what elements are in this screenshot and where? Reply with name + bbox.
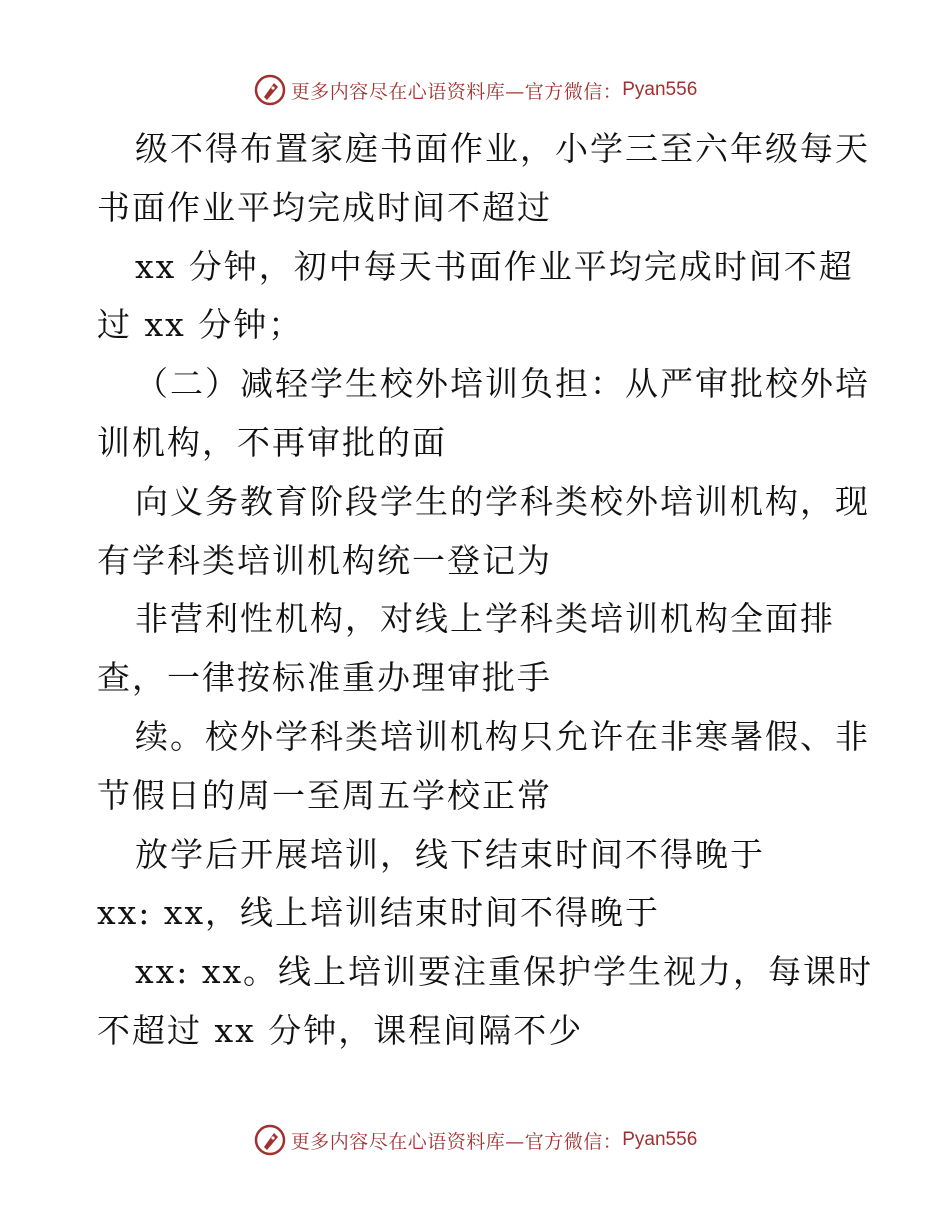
document-body: [97, 120, 874, 1061]
watermark-text: 更多内容尽在心语资料库—官方微信：: [290, 80, 623, 103]
paragraph-line: 不超过 xx 分钟，课程间隔不少: [97, 1010, 584, 1050]
paragraph-line: （二）减轻学生校外培训负担：从严审批校外培: [135, 364, 870, 404]
pen-nib-logo-icon: [253, 73, 287, 107]
paragraph-line: 过 xx 分钟；: [97, 305, 304, 345]
paragraph-line: 节假日的周一至周五学校正常: [97, 775, 552, 815]
paragraph-line: 查，一律按标准重办理审批手: [97, 658, 552, 698]
paragraph-line: 放学后开展培训，线下结束时间不得晚于: [135, 834, 765, 874]
paragraph-line: 级不得布置家庭书面作业，小学三至六年级每天: [135, 129, 870, 168]
paragraph-line: xx: xx，线上培训结束时间不得晚于: [97, 893, 661, 933]
watermark-text: 更多内容尽在心语资料库—官方微信：: [290, 1130, 623, 1153]
paragraph-line: xx 分钟，初中每天书面作业平均完成时间不超: [135, 246, 854, 286]
paragraph-line: xx: xx。线上培训要注重保护学生视力，每课时: [135, 952, 874, 992]
paragraph-line: 向义务教育阶段学生的学科类校外培训机构，现: [135, 481, 870, 521]
paragraph-line: 书面作业平均完成时间不超过: [97, 187, 552, 227]
header-watermark: [0, 70, 950, 110]
paragraph-line: 非营利性机构，对线上学科类培训机构全面排: [135, 599, 835, 639]
watermark-contact: Pyan556: [622, 79, 698, 100]
footer-watermark: [0, 1120, 950, 1160]
watermark-contact: Pyan556: [622, 1129, 698, 1150]
paragraph-line: 训机构，不再审批的面: [97, 422, 447, 462]
paragraph-line: 续。校外学科类培训机构只允许在非寒暑假、非: [135, 716, 870, 756]
pen-nib-logo-icon: [253, 1123, 287, 1157]
paragraph-line: 有学科类培训机构统一登记为: [97, 540, 552, 580]
